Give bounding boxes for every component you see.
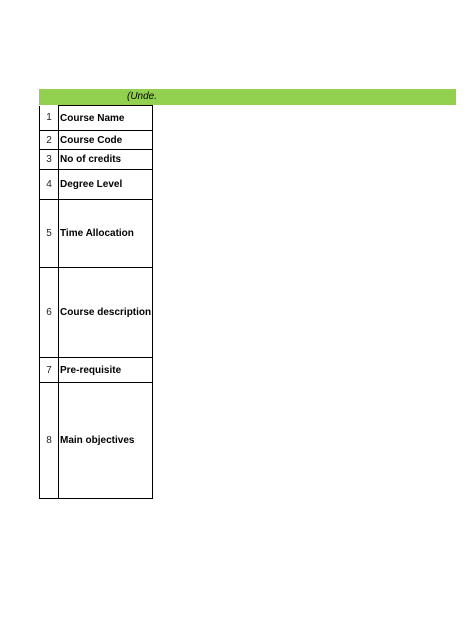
table-row: [40, 150, 153, 170]
row-number: 1: [40, 106, 59, 131]
table-row: [40, 383, 153, 499]
table-row: [40, 131, 153, 150]
table-row: [40, 106, 153, 131]
row-number: 3: [40, 150, 59, 170]
field-label: Time Allocation: [59, 200, 153, 268]
field-label: No of credits: [59, 150, 153, 170]
course-form-table: [39, 105, 153, 499]
row-number: 5: [40, 200, 59, 268]
banner-text: (Unde.: [127, 91, 158, 102]
table-row: [40, 358, 153, 383]
row-number: 4: [40, 170, 59, 200]
row-number: 7: [40, 358, 59, 383]
field-label: Course Name: [59, 106, 153, 131]
table-row: [40, 200, 153, 268]
row-number: 8: [40, 383, 59, 499]
field-label: Degree Level: [59, 170, 153, 200]
row-number: 2: [40, 131, 59, 150]
row-number: 6: [40, 268, 59, 358]
field-label: Main objectives: [59, 383, 153, 499]
table-row: [40, 170, 153, 200]
table-row: [40, 268, 153, 358]
header-banner: [39, 89, 456, 105]
field-label: Course Code: [59, 131, 153, 150]
field-label: Pre-requisite: [59, 358, 153, 383]
field-label: Course description: [59, 268, 153, 358]
